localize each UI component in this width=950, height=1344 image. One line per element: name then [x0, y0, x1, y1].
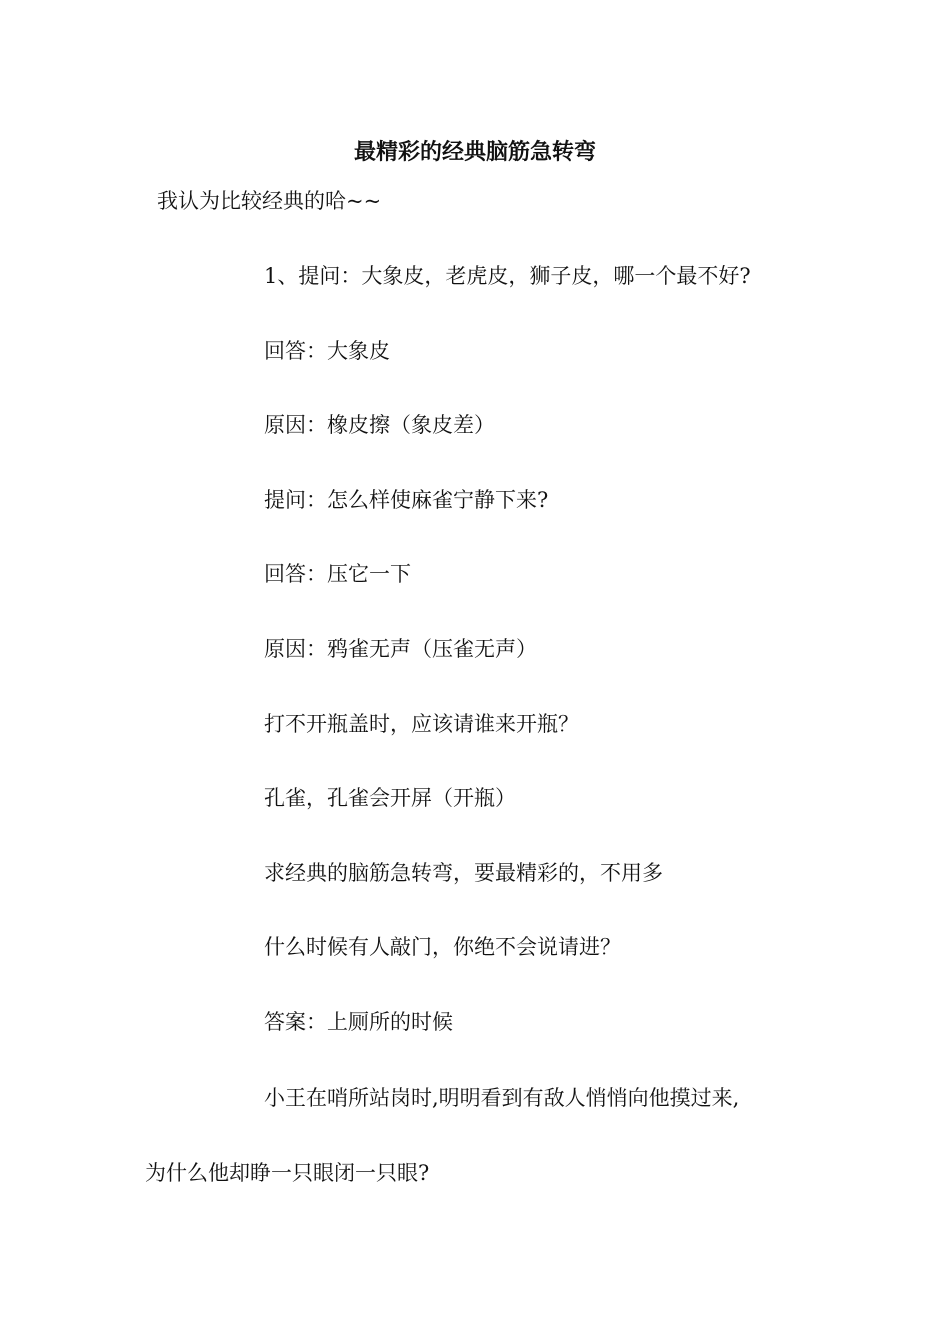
reason-2: 原因：鸦雀无声（压雀无声） [264, 637, 537, 661]
question-1: 1、提问：大象皮，老虎皮，狮子皮，哪一个最不好? [264, 264, 751, 288]
question-5-continued: 为什么他却睁一只眼闭一只眼? [145, 1161, 430, 1185]
answer-4: 答案：上厕所的时候 [264, 1010, 453, 1034]
answer-1: 回答：大象皮 [264, 339, 390, 363]
reason-1: 原因：橡皮擦（象皮差） [264, 413, 495, 437]
document-title: 最精彩的经典脑筋急转弯 [353, 139, 596, 165]
intro-text: 我认为比较经典的哈~~ [157, 189, 382, 213]
heading-line: 求经典的脑筋急转弯，要最精彩的，不用多 [264, 861, 663, 885]
answer-2: 回答：压它一下 [264, 562, 411, 586]
answer-3: 孔雀，孔雀会开屏（开瓶） [264, 786, 516, 810]
question-5: 小王在哨所站岗时,明明看到有敌人悄悄向他摸过来, [264, 1086, 740, 1110]
question-4: 什么时候有人敲门，你绝不会说请进？ [264, 935, 621, 959]
question-3: 打不开瓶盖时，应该请谁来开瓶？ [264, 712, 579, 736]
question-2: 提问：怎么样使麻雀宁静下来? [264, 488, 549, 512]
